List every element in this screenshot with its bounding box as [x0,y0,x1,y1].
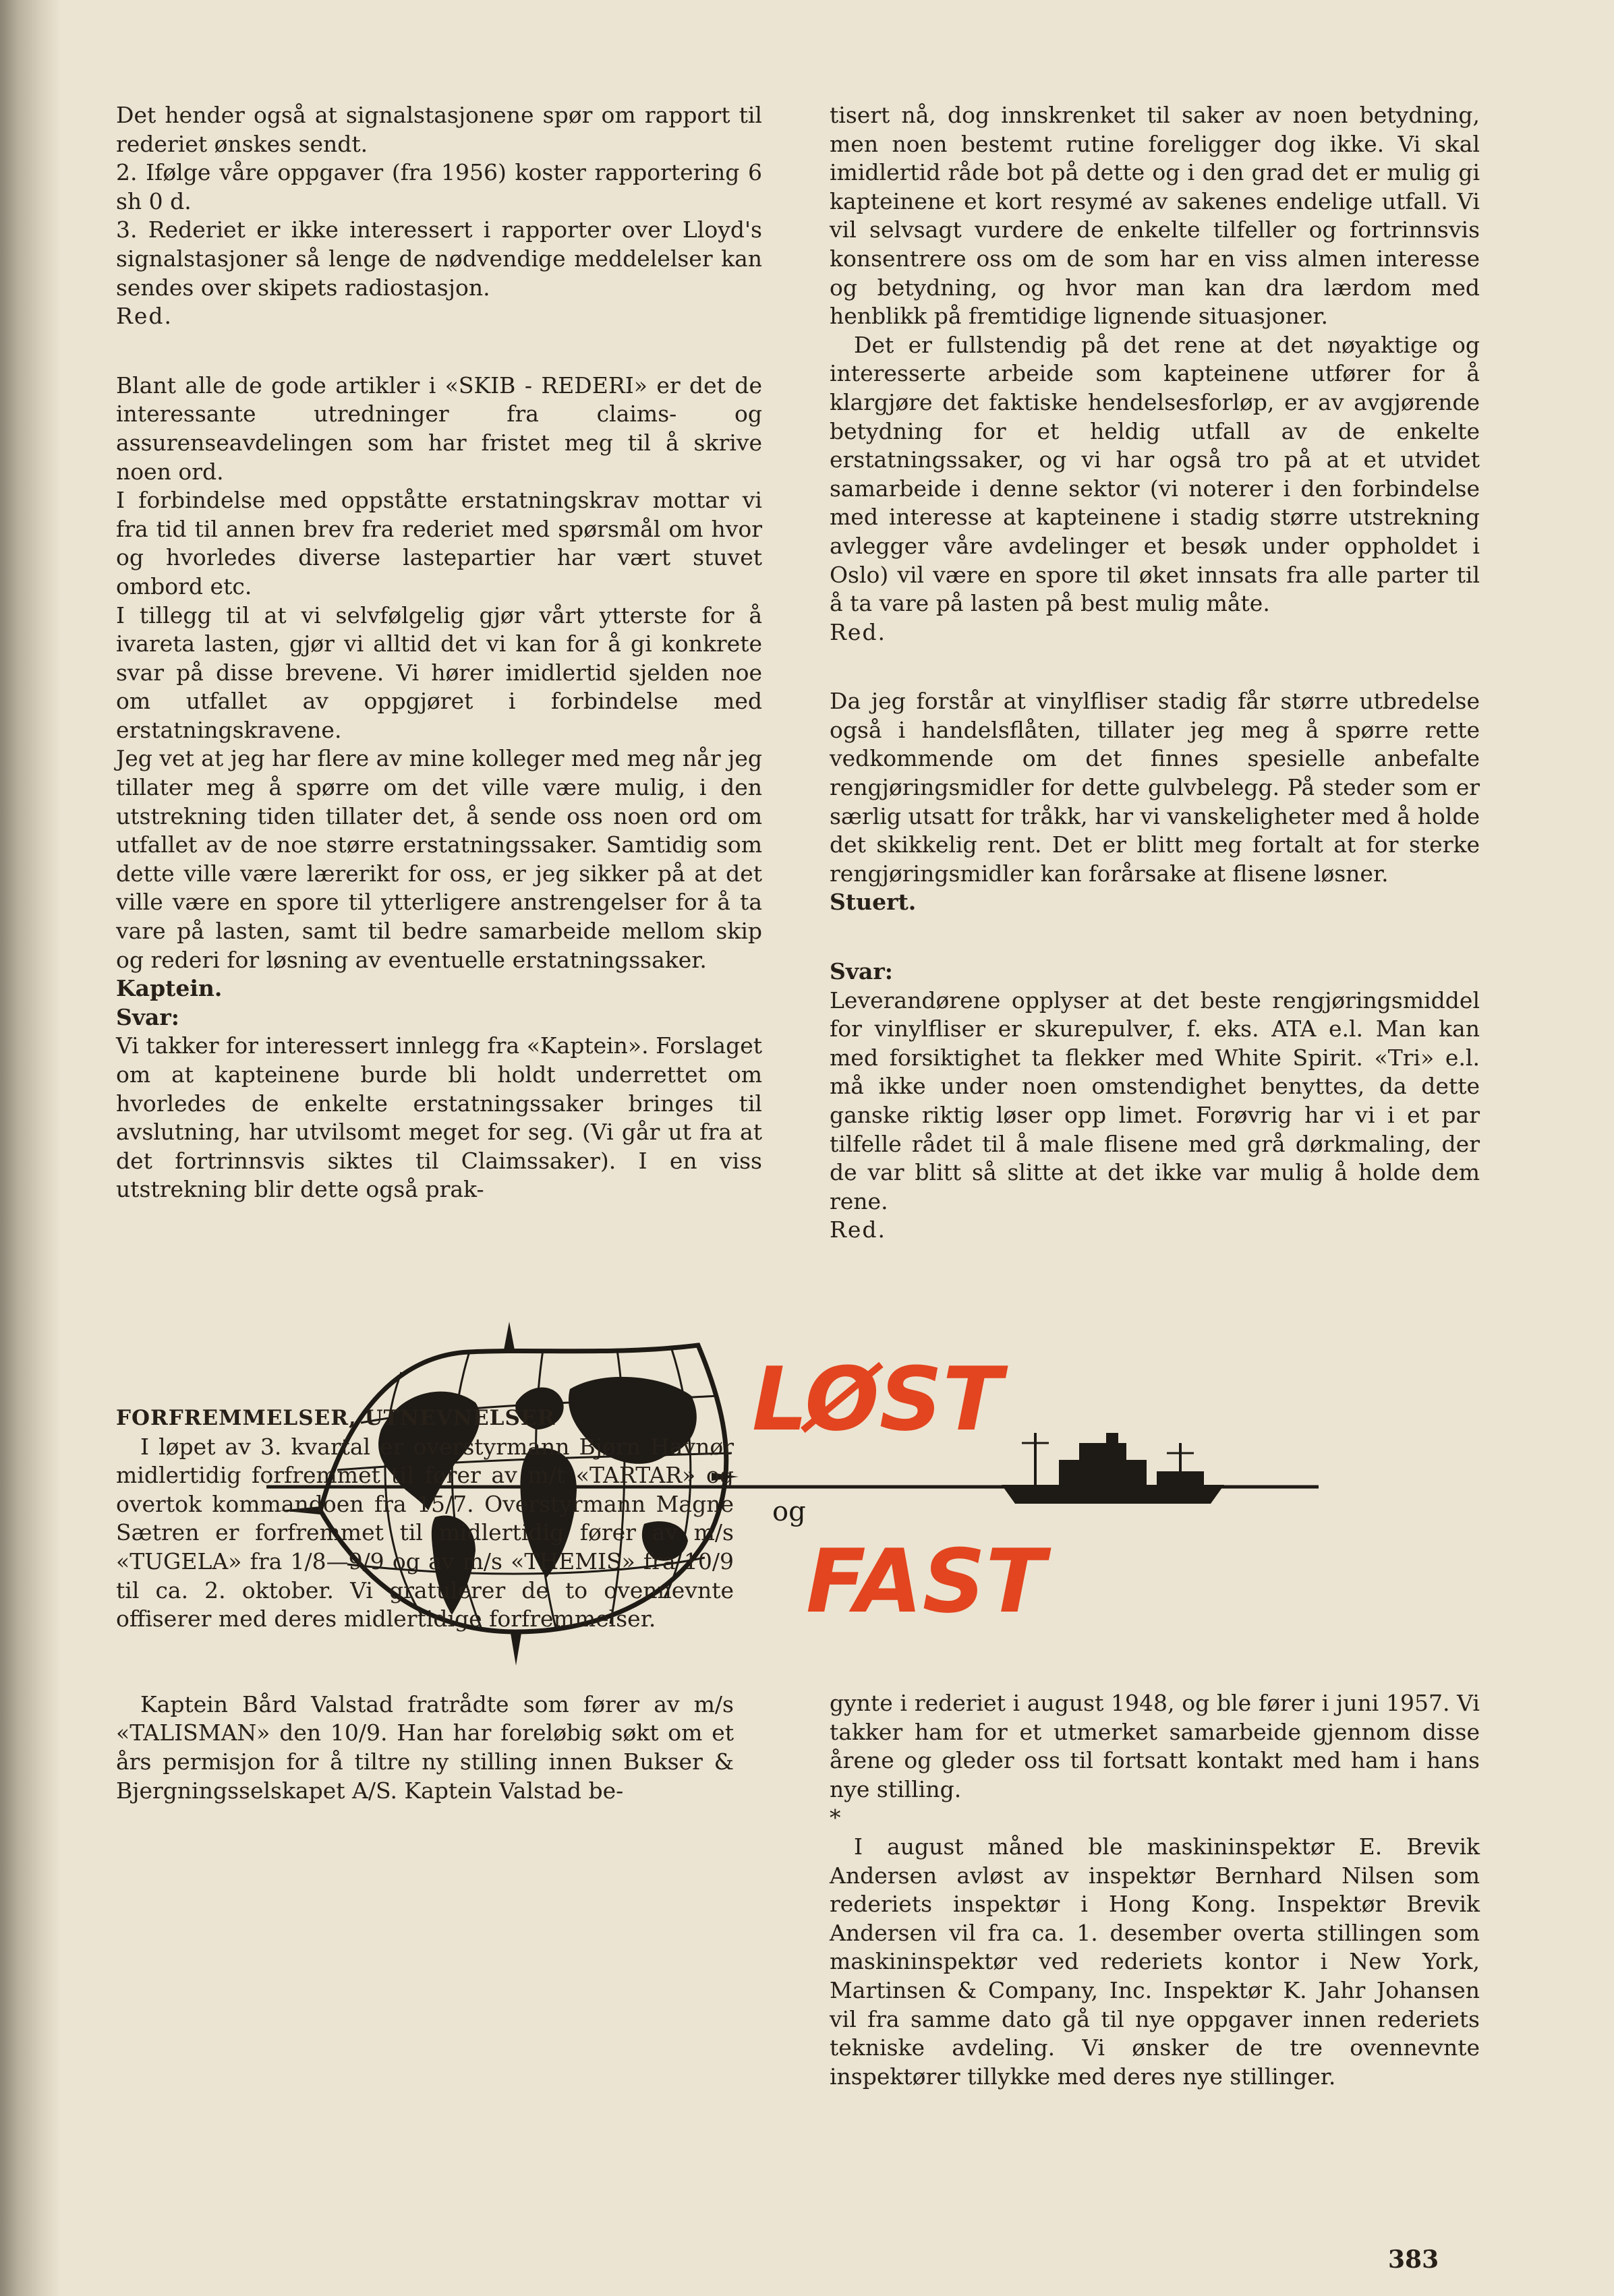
paragraph: I august måned ble maskininspektør E. Brevik Andersen avløst av inspektør Bernhard Nilsen som rederiets inspektør i Hong Kong. Inspektør Brevik Andersen vil fra ca. 1. desember overta stillingen som maskininspektør ved rederiets kontor i New York, Martinsen & Company, Inc. Inspektør K. Jahr Johansen vil fra samme dato gå til nye oppgaver innen rederiets tekniske avdeling. Vi ønsker de tre ovennevnte inspektører tillykke med deres nye stillinger. [830,1833,1480,2090]
page-number: 383 [1388,2245,1439,2274]
signature-red: Red. [116,303,173,330]
logo-connector: og [772,1496,806,1527]
paragraph: 2. Ifølge våre oppgaver (fra 1956) koster rapportering 6 sh 0 d. [116,159,762,214]
bottom-left-column [116,1404,734,1805]
signature-red: Red. [830,1216,886,1243]
paragraph: Blant alle de gode artikler i «SKIB - REDERI» er det de interessante utredninger fra claims- og assurenseavdelingen som har fristet meg til å skrive noen ord. [116,372,762,485]
paragraph: Kaptein Bård Valstad fratrådte som fører av m/s «TALISMAN» den 10/9. Han har foreløbig søkt om et års permisjon for å tiltre ny stilling innen Bukser & Bjergningsselskapet A/S. Kaptein Valstad be- [116,1690,734,1804]
right-column [830,101,1480,1245]
paragraph: 3. Rederiet er ikke interessert i rapporter over Lloyd's signalstasjoner så lenge de nødvendige meddelelser kan sendes over skipets radiostasjon. [116,216,762,301]
paragraph: Det hender også at signalstasjonene spør om rapport til rederiet ønskes sendt. [116,102,762,157]
signature-red: Red. [830,618,886,645]
answer-label: Svar: [830,958,893,985]
signature-stuert: Stuert. [830,889,917,916]
bottom-right-column [830,1689,1480,2091]
paragraph: Da jeg forstår at vinylfliser stadig får større utbredelse også i handelsflåten, tillater jeg meg å spørre rette vedkommende om det finnes spesielle anbefalte rengjøringsmidler for dette gulvbelegg. På steder som er særlig utsatt for tråkk, har vi vanskeligheter med å holde det skikkelig rent. Det er blitt meg fortalt at for sterke rengjøringsmidler kan forårsake at flisene løsner. [830,688,1480,887]
separator-star: * [830,1804,841,1831]
section-heading: FORFREMMELSER, UTNEVNELSER [116,1406,556,1430]
left-column [116,101,762,1204]
logo-word-fast: FAST [806,1530,1045,1632]
paragraph: Jeg vet at jeg har flere av mine kolleger med meg når jeg tillater meg å spørre om det ville være mulig, i den utstrekning tiden tillater det, å sende oss noen ord om utfallet av de noe større erstatningssaker. Samtidig som dette ville være lærerikt for oss, er jeg sikker på at det ville være en spore til ytterligere anstrengelser for å ta vare på lasten, samt til bedre samarbeide mellom skip og rederi for løsning av eventuelle erstatningssaker. [116,745,762,973]
logo-word-lost: LØST [752,1348,1003,1450]
paragraph: Leverandørene opplyser at det beste rengjøringsmiddel for vinylfliser er skurepulver, f. eks. ATA e.l. Man kan med forsiktighet ta flekker med White Spirit. «Tri» e.l. må ikke under noen omstendighet benyttes, da dette ganske riktig løser opp limet. Forøvrig har vi i et par tilfelle rådet til å male flisene med grå dørkmaling, der de var blitt så slitte at det ikke var mulig å holde dem rene. [830,987,1480,1214]
paragraph: tisert nå, dog innskrenket til saker av noen betydning, men noen bestemt rutine foreligger dog ikke. Vi skal imidlertid råde bot på dette og i den grad det er mulig gi kapteinene et kort resymé av sakenes endelige utfall. Vi vil selvsagt vurdere de enkelte tilfeller og fortrinnsvis konsentrere oss om de som har en viss almen interesse og betydning, og hvor man kan dra lærdom med henblikk på fremtidige lignende situasjoner. [830,102,1480,330]
answer-label: Svar: [116,1003,179,1030]
paragraph: I forbindelse med oppståtte erstatningskrav mottar vi fra tid til annen brev fra rederiet med spørsmål om hvor og hvorledes diverse lastepartier har vært stuvet ombord etc. [116,487,762,599]
page-gutter-shadow [0,0,61,2296]
paragraph: I tillegg til at vi selvfølgelig gjør vårt ytterste for å ivareta lasten, gjør vi alltid det vi kan for å gi konkrete svar på disse brevene. Vi hører imidlertid sjelden noe om utfallet av oppgjøret i forbindelse med erstatningskravene. [116,601,762,743]
paragraph: I løpet av 3. kvartal er overstyrmann Bjørn Havnør midlertidig forfremmet til fører av m/t «TARTAR» og overtok kommandoen fra 15/7. Overstyrmann Magne Sætren er forfremmet til midlertidig fører av m/s «TUGELA» fra 1/8—9/9 og av m/s «THEMIS» fra 10/9 til ca. 2. oktober. Vi gratulerer de to ovennevnte offiserer med deres midlertidige forfremmelser. [116,1433,734,1632]
paragraph: Det er fullstendig på det rene at det nøyaktige og interesserte arbeide som kapteinene utfører for å klargjøre det faktiske hendelsesforløp, er av avgjørende betydning for et heldig utfall av de enkelte erstatningssaker, og vi har også tro på at et utvidet samarbeide i denne sektor (vi noterer i den forbindelse med interesse at kapteinene i stadig større utstrekning avlegger våre avdelinger et besøk under oppholdet i Oslo) vil være en spore til øket innsats fra alle parter til å ta vare på lasten på best mulig måte. [830,331,1480,617]
paragraph: gynte i rederiet i august 1948, og ble fører i juni 1957. Vi takker ham for et utmerket samarbeide gjennom disse årene og gleder oss til fortsatt kontakt med ham i hans nye stilling. [830,1690,1480,1802]
paragraph: Vi takker for interessert innlegg fra «Kaptein». Forslaget om at kapteinene burde bli holdt underrettet om hvorledes de enkelte erstatningssaker bringes til avslutning, har utvilsomt meget for seg. (Vi går ut fra at det fortrinnsvis siktes til Claimssaker). I en viss utstrekning blir dette også prak- [116,1032,762,1203]
signature-kaptein: Kaptein. [116,975,223,1002]
ship-icon [1002,1433,1224,1504]
